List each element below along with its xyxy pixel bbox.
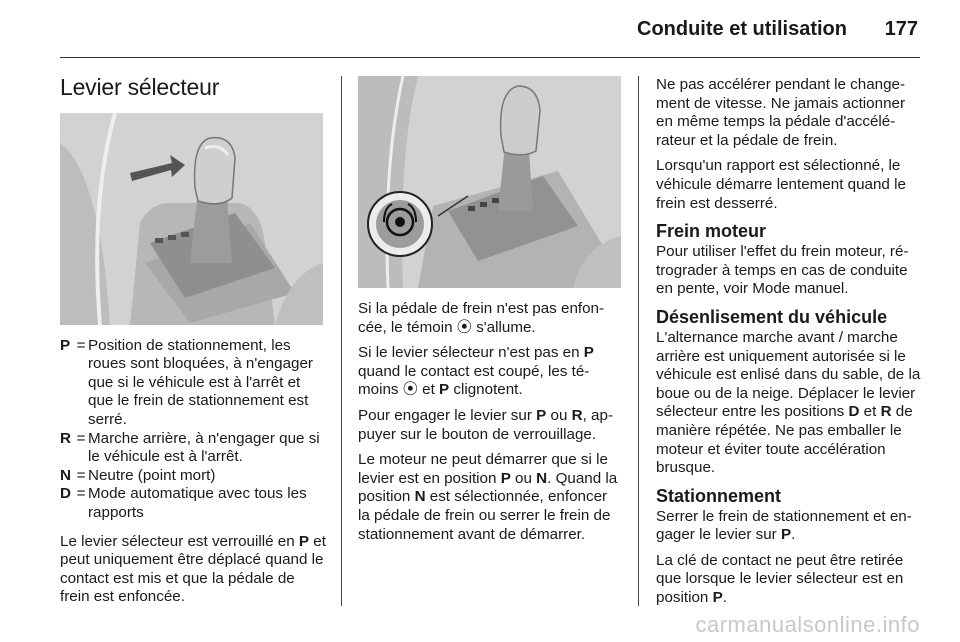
column-3 — [656, 76, 924, 615]
shift-lock-illustration — [358, 76, 621, 288]
paragraph: Si le levier sélecteur n'est pas en P quand le contact est coupé, les témoins ⦿ et P clignotent. — [358, 344, 594, 399]
page-header-title: Conduite et utilisation — [637, 18, 847, 40]
paragraph: Serrer le frein de stationnement et engager le levier sur P. — [656, 507, 912, 544]
column-1 — [60, 76, 326, 614]
column-2 — [358, 76, 622, 551]
paragraph: Lorsqu'un rapport est sélectionné, le véhicule démarre lentement quand le frein est desserré. — [656, 157, 906, 212]
column-divider-1 — [341, 76, 342, 606]
list-item: R = Marche arrière, à n'engager que si le véhicule est à l'arrêt. — [60, 429, 320, 466]
header-rule — [60, 57, 920, 58]
gear-position-list — [60, 337, 326, 523]
page-number: 177 — [884, 18, 918, 40]
list-item: D = Mode automatique avec tous les rapports — [60, 485, 307, 521]
subheading-parking: Stationnement — [656, 485, 782, 506]
section-title: Levier sélecteur — [60, 74, 220, 100]
list-item: P = Position de stationnement, les roues sont bloquées, à n'engager que si le véhicule est à l'arrêt et que le frein de stationnement est serré. — [60, 336, 313, 428]
paragraph: L'alternance marche avant / marche arrière est uniquement autorisée si le véhicule est enlisé dans du sable, de la boue ou de la neige. Déplacer le levier sélecteur entre les positions D et R de manière répétée. Ne pas emballer le moteur et éviter toute accélération brusque. — [656, 328, 921, 477]
brake-warning-icon: ⦿ — [456, 318, 472, 336]
paragraph: Ne pas accélérer pendant le changement de vitesse. Ne jamais actionner en même temps la pédale d'accélérateur et la pédale de frein. — [656, 76, 906, 149]
list-item: N = Neutre (point mort) — [60, 466, 216, 484]
subheading-rocking-vehicle: Désenlisement du véhicule — [656, 306, 888, 327]
brake-warning-icon: ⦿ — [402, 381, 418, 399]
paragraph: Le levier sélecteur est verrouillé en P et peut uniquement être déplacé quand le contact est mis et que la pédale de frein est enfoncée. — [60, 532, 326, 606]
paragraph: Pour engager le levier sur P ou R, appuyer sur le bouton de verrouillage. — [358, 406, 613, 443]
paragraph: Si la pédale de frein n'est pas enfoncée, le témoin ⦿ s'allume. — [358, 300, 605, 336]
paragraph: Le moteur ne peut démarrer que si le levier est en position P ou N. Quand la position N est sélectionnée, enfoncer la pédale de frein ou serrer le frein de stationnement avant de démarrer. — [358, 451, 618, 543]
gear-selector-illustration — [60, 113, 323, 325]
subheading-engine-brake: Frein moteur — [656, 221, 767, 242]
watermark: carmanualsonline.info — [695, 612, 920, 637]
paragraph: Pour utiliser l'effet du frein moteur, rétrograder à temps en cas de conduite en pente, voir Mode manuel. — [656, 243, 909, 298]
paragraph: La clé de contact ne peut être retirée que lorsque le levier sélecteur est en position P. — [656, 551, 904, 607]
column-divider-2 — [638, 76, 639, 606]
